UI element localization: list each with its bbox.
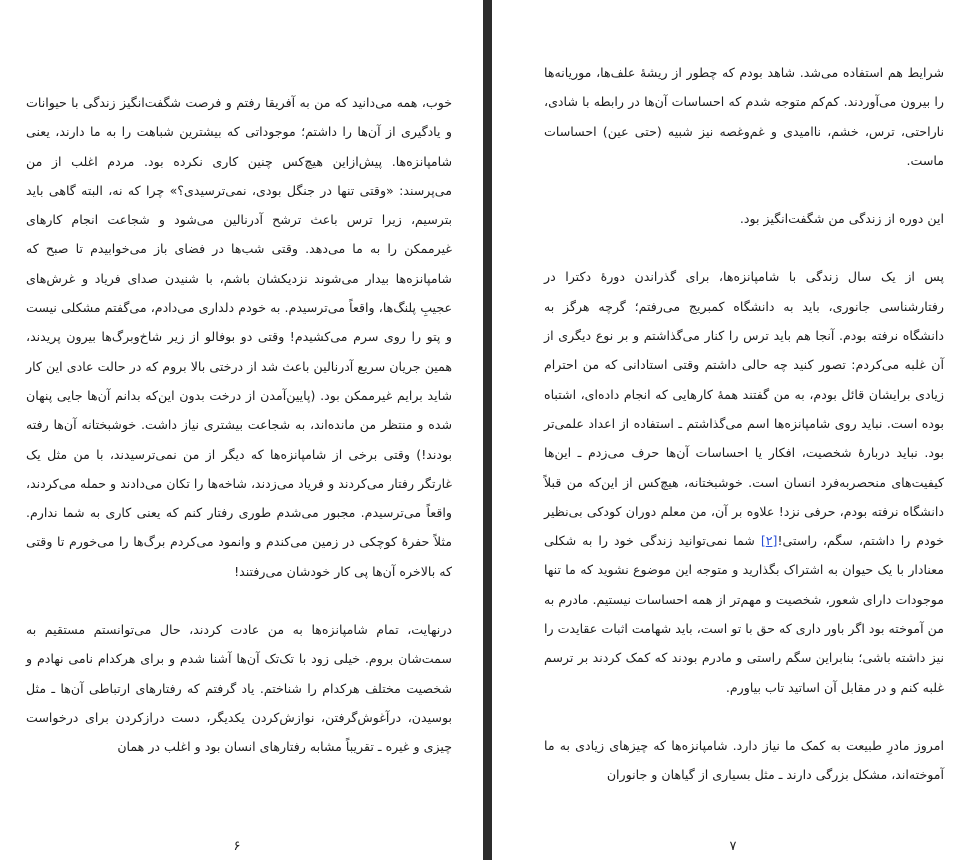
right-paragraph-1: شرایط هم استفاده می‌شد. شاهد بودم که چطور از ریشهٔ علف‌ها، موریانه‌ها را بیرون می‌آوردند. کم‌کم متوجه شدم که احساسات آن‌ها در رابطه با شادی، ناراحتی، ترس، خشم، ناامیدی و غم‌وغصه نیز شبیه (حتی عین) احساسات ماست. xyxy=(544,65,944,168)
left-paragraph-2: درنهایت، تمام شامپانزه‌ها به من عادت کردند، حال می‌توانستم مستقیم به سمت‌شان بروم. خیلی زود با تک‌تک آن‌ها آشنا شدم و برای هرکدام نامی نهادم و شخصیت مختلف هرکدام را شناختم. یاد گرفتم که رفتارهای ارتباطی آن‌ها ـ مثل بوسیدن، درآغوش‌گرفتن، نوازش‌کردن یکدیگر، دست درازکردن برای درخواست چیزی و غیره ـ تقریباً مشابه رفتارهای انسان بود و اغلب در همان xyxy=(26,622,452,755)
right-paragraph-3-cont: شما نمی‌توانید زندگی خود را به شکلی معنادار با یک حیوان به اشتراک بگذارید و متوجه این موضوع نشوید که ما تنها موجودات دارای شعور، شخصیت و مهم‌تر از همه احساسات نیستیم. مادرم به من آموخته بود اگر باور داری که حق با تو است، باید شهامت اثبات عقایدت را نیز داشته باشی؛ بنابراین سگم راستی و مادرم بودند که کمک کردند بر ترسم غلبه کنم و در مقابل آن اساتید تاب بیاورم. xyxy=(544,533,944,695)
page-number-left: ۶ xyxy=(233,839,241,854)
right-page-text xyxy=(544,58,944,790)
page-number-right: ۷ xyxy=(729,839,737,854)
left-paragraph-1: خوب، همه می‌دانید که من به آفریقا رفتم و فرصت شگفت‌انگیز زندگی با حیوانات و یادگیری از آن‌ها را داشتم؛ موجوداتی که بیشترین شباهت را به ما دارند، یعنی شامپانزه‌ها. پیش‌ازاین هیچ‌کس چنین کاری نکرده بود. مردم اغلب از من می‌پرسند: «وقتی تنها در جنگل بودی، نمی‌ترسیدی؟» چرا که نه، البته گاهی باید بترسیم، زیرا ترس باعث ترشح آدرنالین می‌شود و شجاعت انجام کارهای غیرممکن را به ما می‌دهد. وقتی شب‌ها در فضای باز می‌خوابیدم تا صبح که شامپانزه‌ها بیدار می‌شوند نزدیکشان باشم، با شنیدن صدای فریاد و غرش‌های عجیبِ پلنگ‌ها، واقعاً می‌ترسیدم. به خودم دلداری می‌دادم، می‌گفتم مشکلی نیست و پتو را روی سرم می‌کشیدم! وقتی دو بوفالو از زیر شاخ‌وبرگ‌ها بیرون پریدند، همین جریان سریع آدرنالین باعث شد از درختی بالا بروم که در حالت عادی این کار شاید برایم غیرممکن بود. (پایین‌آمدن از درخت بدون این‌که بدانم آن‌ها جایی پنهان شده و منتظر من مانده‌اند، به شجاعت بیشتری نیاز داشت. خوشبختانه آن‌ها رفته بودند!) وقتی برخی از شامپانزه‌ها که دیگر از من نمی‌ترسیدند، با من مثل یک غارتگر رفتار می‌کردند و فریاد می‌زدند، شاخه‌ها را تکان می‌دادند و حمله می‌کردند، واقعاً می‌ترسیدم. مجبور می‌شدم طوری رفتار کنم که یعنی کاری به شما ندارم. مثلاً حفرهٔ کوچکی در زمین می‌کندم و وانمود می‌کردم برگ‌ها را می‌خورم تا وقتی که بالاخره آن‌ها پی کار خودشان می‌رفتند! xyxy=(26,95,452,579)
right-paragraph-3-text: پس از یک سال زندگی با شامپانزه‌ها، برای گذراندن دورهٔ دکترا در رفتارشناسی جانوری، باید به دانشگاه کمبریج می‌رفتم؛ گرچه هرگز به دانشگاه نرفته بودم. آنجا هم باید ترس را کنار می‌گذاشتم و بر نوع دیگری از آن غلبه می‌کردم: تصور کنید چه حالی داشتم وقتی استادانی که من احترام زیادی برایشان قائل بودم، به من گفتند همهٔ کارهایی که انجام داده‌ای، اشتباه بوده است. نباید روی شامپانزه‌ها اسم می‌گذاشتم ـ استفاده از اعداد علمی‌تر بود. نباید دربارهٔ شخصیت، افکار یا احساسات آن‌ها حرف می‌زدم ـ این‌ها کیفیت‌های منحصربه‌فرد انسان است. خوشبختانه، هیچ‌کس از این‌که من قبلاً دانشگاه نرفته بودم، حرفی نزد! علاوه بر آن، من معلم دوران کودکی بی‌نظیر خودم را داشتم، سگم، راستی! xyxy=(544,269,944,549)
right-paragraph-4: امروز مادرِ طبیعت به کمک ما نیاز دارد. شامپانزه‌ها که چیزهای زیادی به ما آموخته‌اند، مشکل بزرگی دارند ـ مثل بسیاری از گیاهان و جانوران xyxy=(544,737,944,783)
footnote-link[interactable]: [۲] xyxy=(760,533,778,549)
right-paragraph-3 xyxy=(544,262,944,701)
left-page xyxy=(0,0,483,860)
page-divider xyxy=(483,0,492,860)
left-page-text xyxy=(26,88,452,762)
right-page xyxy=(492,0,974,860)
right-paragraph-2: این دوره از زندگی من شگفت‌انگیز بود. xyxy=(739,211,944,227)
